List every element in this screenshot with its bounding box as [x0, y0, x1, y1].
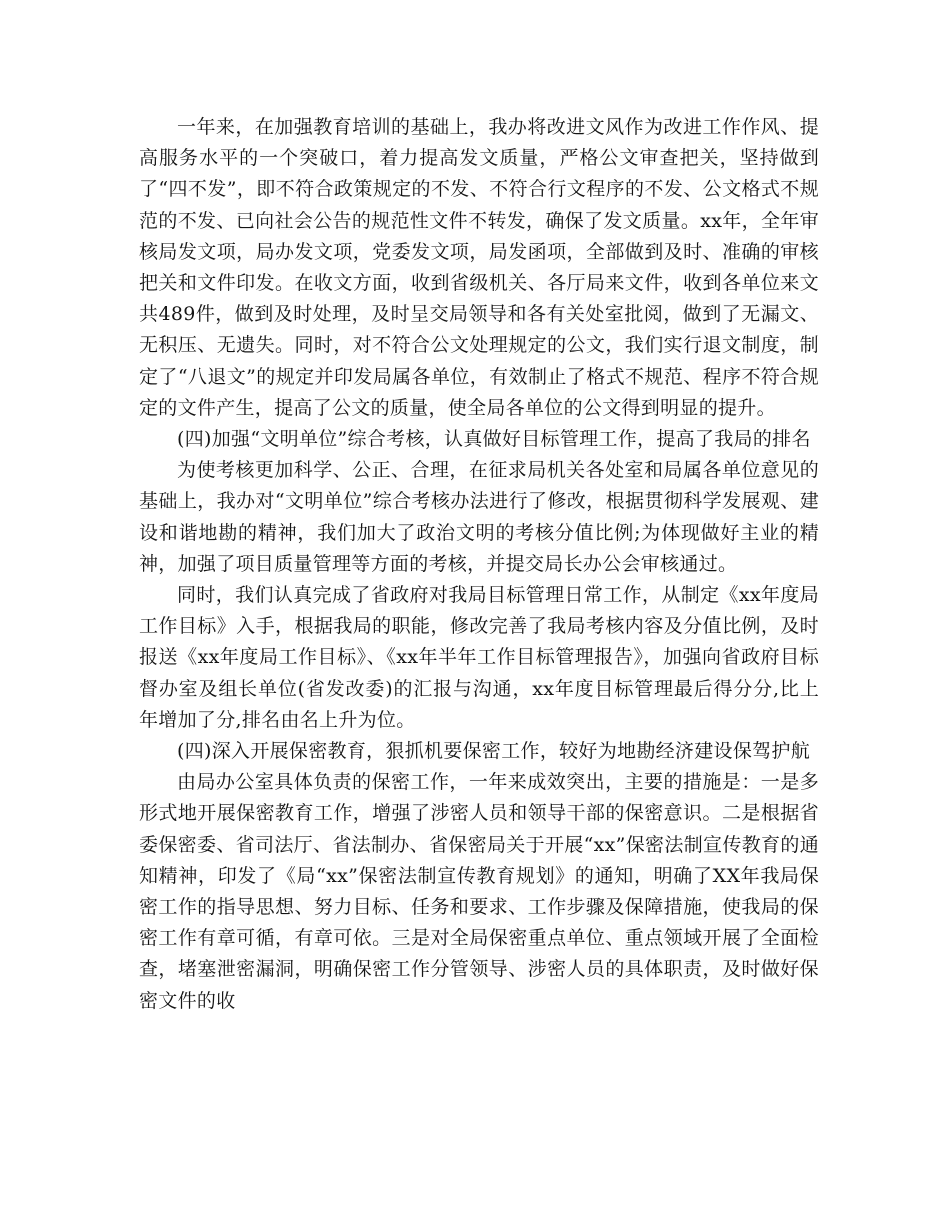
- paragraph-confidentiality-work: 由局办公室具体负责的保密工作，一年来成效突出，主要的措施是：一是多形式地开展保密教育工作，增强了涉密人员和领导干部的保密意识。二是根据省委保密委、省司法厅、省法制办、省保密局关于开展“xx”保密法制宣传教育的通知精神，印发了《局“xx”保密法制宣传教育规划》的通知，明确了XX年我局保密工作的指导思想、努力目标、任务和要求、工作步骤及保障措施，使我局的保密工作有章可循，有章可依。三是对全局保密重点单位、重点领域开展了全面检查，堵塞泄密漏洞，明确保密工作分管领导、涉密人员的具体职责，及时做好保密文件的收: [139, 771, 819, 1012]
- document-page: [139, 112, 819, 1017]
- section-heading-civilization-assessment: (四)加强“文明单位”综合考核，认真做好目标管理工作，提高了我局的排名: [177, 428, 811, 451]
- paragraph-target-management: 同时，我们认真完成了省政府对我局目标管理日常工作，从制定《xx年度局工作目标》入手，根据我局的职能，修改完善了我局考核内容及分值比例，及时报送《xx年度局工作目标》、《xx年半年工作目标管理报告》，加强向省政府目标督办室及组长单位(省发改委)的汇报与沟通，xx年度目标管理最后得分分,比上年增加了分,排名由名上升为位。: [139, 584, 819, 731]
- paragraph-assessment-method: 为使考核更加科学、公正、合理，在征求局机关各处室和局属各单位意见的基础上，我办对“文明单位”综合考核办法进行了修改，根据贯彻科学发展观、建设和谐地勘的精神，我们加大了政治文明的考核分值比例;为体现做好主业的精神，加强了项目质量管理等方面的考核，并提交局长办公会审核通过。: [139, 459, 819, 575]
- section-heading-confidentiality: (四)深入开展保密教育，狠抓机要保密工作，较好为地勘经济建设保驾护航: [177, 740, 811, 763]
- paragraph-document-processing: 一年来，在加强教育培训的基础上，我办将改进文风作为改进工作作风、提高服务水平的一个突破口，着力提高发文质量，严格公文审查把关，坚持做到了“四不发”，即不符合政策规定的不发、不符合行文程序的不发、公文格式不规范的不发、已向社会公告的规范性文件不转发，确保了发文质量。xx年，全年审核局发文项，局办发文项，党委发文项，局发函项，全部做到及时、准确的审核把关和文件印发。在收文方面，收到省级机关、各厅局来文件，收到各单位来文共489件，做到及时处理，及时呈交局领导和各有关处室批阅，做到了无漏文、无积压、无遗失。同时，对不符合公文处理规定的公文，我们实行退文制度，制定了“八退文”的规定并印发局属各单位，有效制止了格式不规范、程序不符合规定的文件产生，提高了公文的质量，使全局各单位的公文得到明显的提升。: [139, 116, 819, 419]
